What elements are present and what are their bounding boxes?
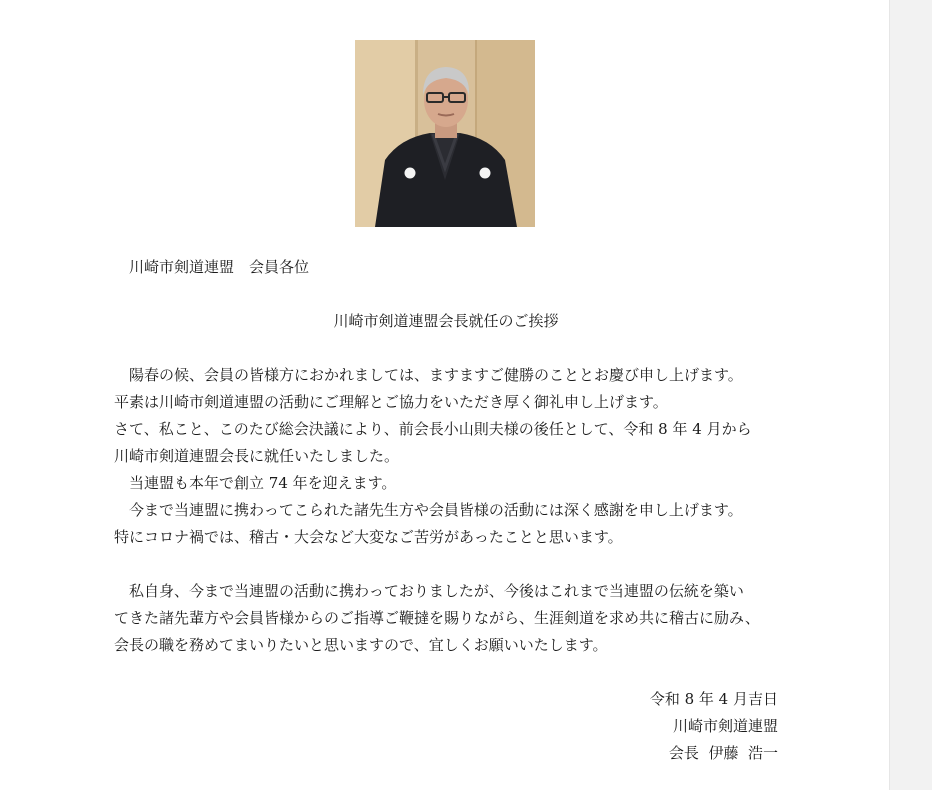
- greeting-paragraph-2: [114, 578, 778, 659]
- paragraph-line: さて、私こと、このたび総会決議により、前会長小山則夫様の後任として、令和 8 年 4 月から: [114, 420, 752, 438]
- page-side-strip: [889, 0, 932, 790]
- signature-date: 令和 8 年 4 月吉日: [649, 690, 778, 708]
- paragraph-line: 会長の職を務めてまいりたいと思いますので、宜しくお願いいたします。: [114, 636, 608, 654]
- paragraph-line: 特にコロナ禍では、稽古・大会など大変なご苦労があったことと思います。: [114, 528, 623, 546]
- paragraph-line: てきた諸先輩方や会員皆様からのご指導ご鞭撻を賜りながら、生涯剣道を求め共に稽古に励み、: [114, 609, 760, 627]
- paragraph-line: 川崎市剣道連盟会長に就任いたしました。: [114, 447, 400, 465]
- paragraph-line: 今まで当連盟に携わってこられた諸先生方や会員皆様の活動には深く感謝を申し上げます。: [114, 501, 743, 519]
- signature-organization: 川崎市剣道連盟: [672, 717, 778, 735]
- president-photo: [355, 40, 535, 227]
- salutation: 川崎市剣道連盟 会員各位: [114, 258, 310, 276]
- paragraph-line: 平素は川崎市剣道連盟の活動にご理解とご協力をいただき厚く御礼申し上げます。: [114, 393, 668, 411]
- signature-block: [114, 686, 778, 767]
- greeting-paragraph-1: [114, 362, 778, 551]
- page-title: 川崎市剣道連盟会長就任のご挨拶: [333, 312, 559, 330]
- paragraph-line: 当連盟も本年で創立 74 年を迎えます。: [114, 474, 397, 492]
- paragraph-line: 私自身、今まで当連盟の活動に携わっておりましたが、今後はこれまで当連盟の伝統を築い: [114, 582, 744, 600]
- paragraph-line: 陽春の候、会員の皆様方におかれましては、ますますご健勝のこととお慶び申し上げます。: [114, 366, 743, 384]
- signature-name: 会長 伊藤 浩一: [668, 744, 778, 762]
